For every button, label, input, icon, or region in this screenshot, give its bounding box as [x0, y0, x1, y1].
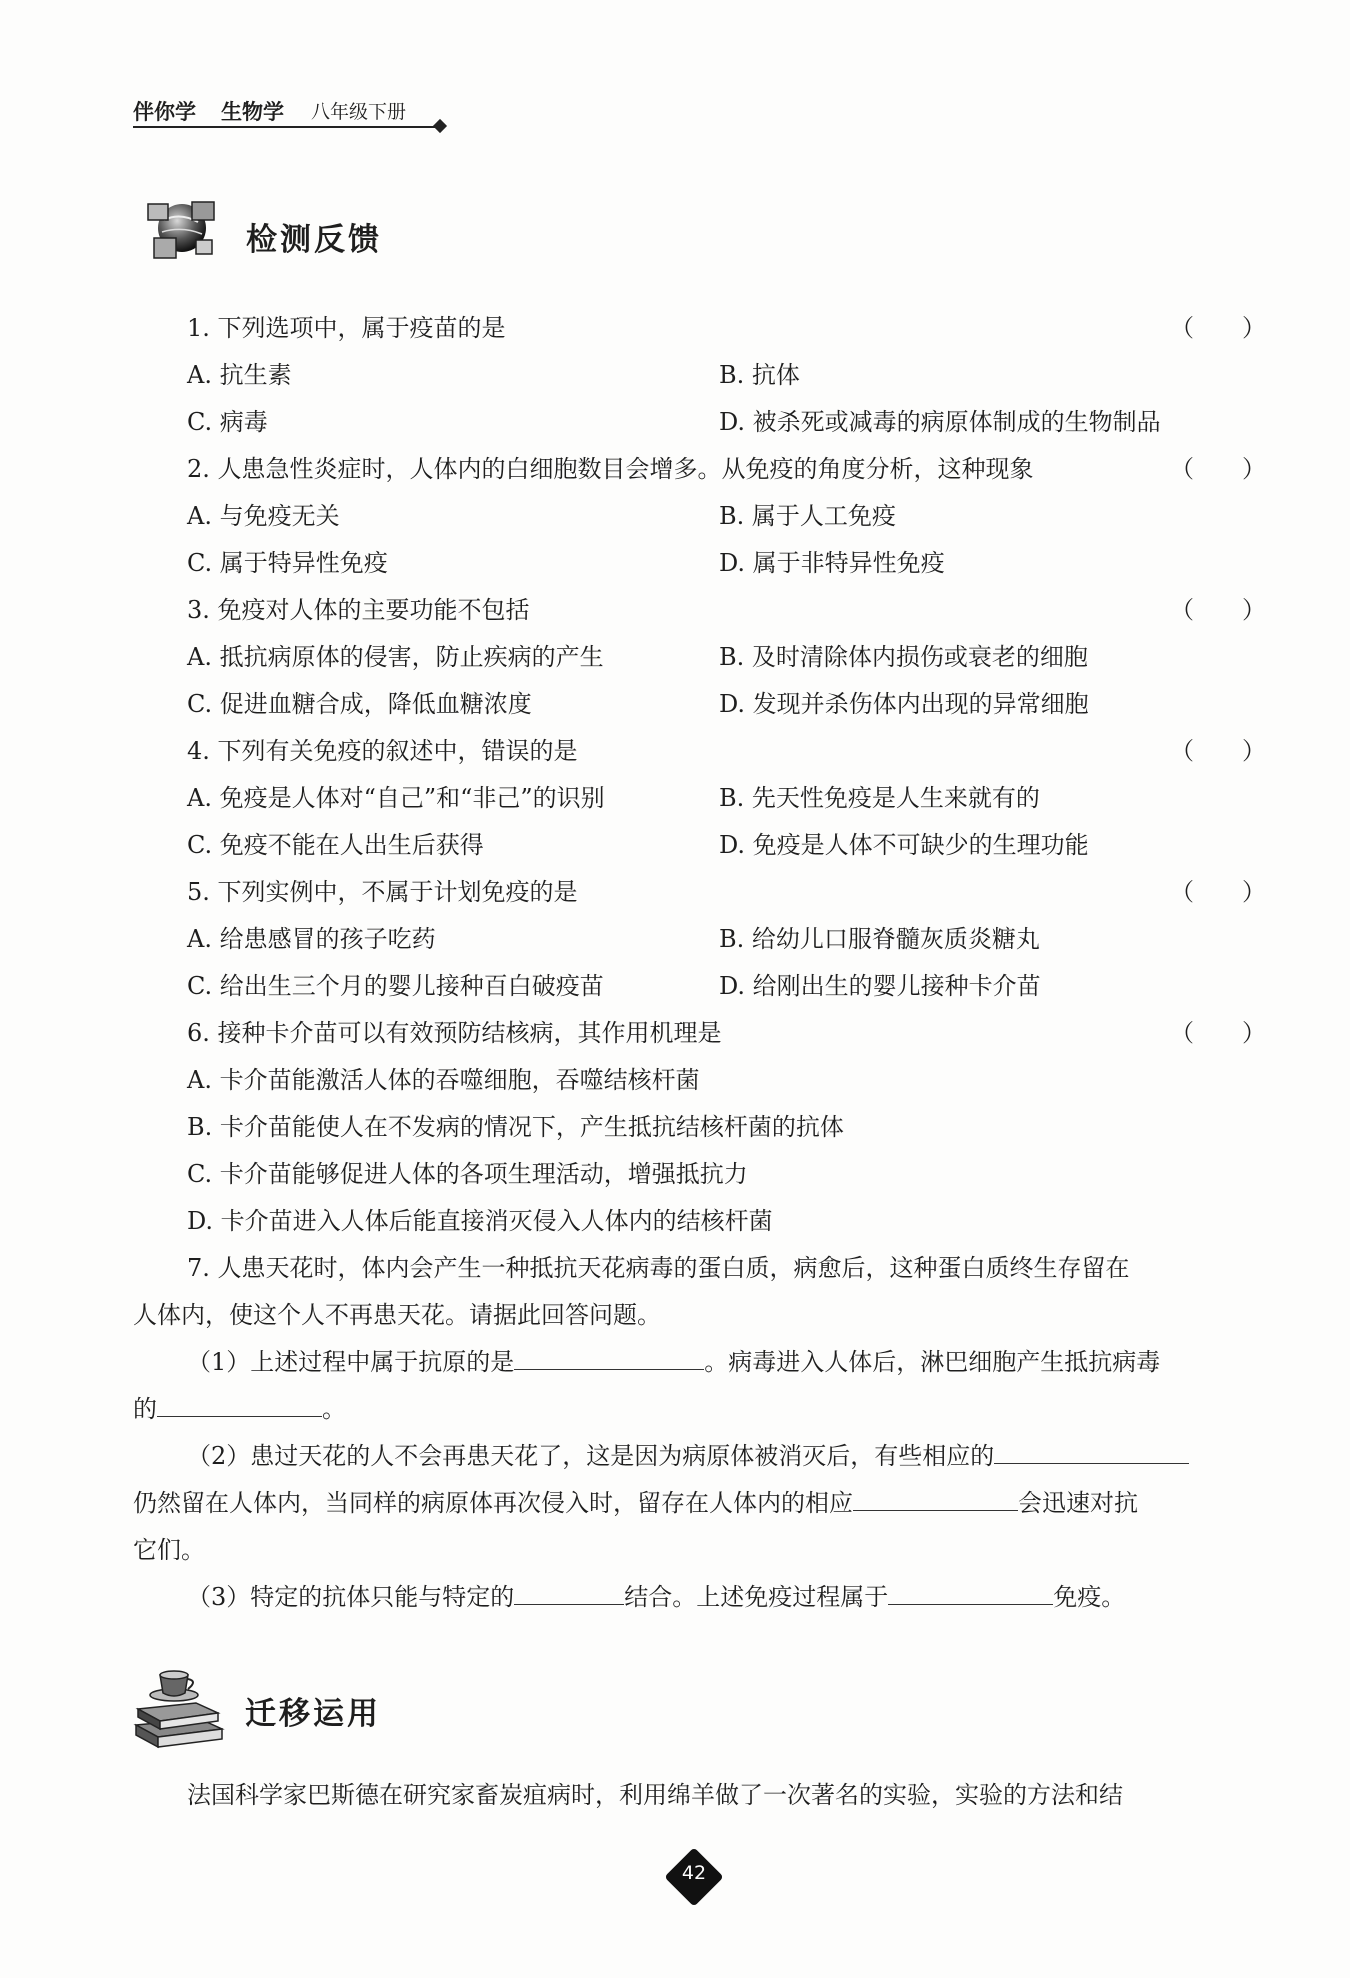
option-a: A. 抵抗病原体的侵害，防止疾病的产生: [187, 643, 604, 671]
answer-bracket[interactable]: （ ）: [1170, 737, 1266, 765]
answer-bracket[interactable]: （ ）: [1170, 596, 1266, 624]
question-7-part2-line1: [187, 1441, 1189, 1471]
section-heading-feedback: [140, 192, 440, 272]
header-diamond: [433, 119, 447, 133]
option-d: D. 免疫是人体不可缺少的生理功能: [719, 831, 1089, 859]
section-heading-transfer: [130, 1655, 430, 1755]
option-d: D. 给刚出生的婴儿接种卡介苗: [719, 972, 1041, 1000]
option-c: C. 属于特异性免疫: [187, 549, 388, 577]
answer-bracket[interactable]: （ ）: [1170, 1019, 1266, 1047]
answer-bracket[interactable]: （ ）: [1170, 314, 1266, 342]
question-1-stem: 1. 下列选项中，属于疫苗的是: [187, 314, 506, 342]
section-title: 迁移运用: [245, 1696, 381, 1732]
part-text: 。: [322, 1395, 346, 1423]
part-text: 。病毒进入人体后，淋巴细胞产生抵抗病毒: [704, 1348, 1161, 1376]
section-title: 检测反馈: [246, 222, 382, 258]
page-number-badge: [669, 1852, 719, 1902]
series-name: 伴你学: [133, 100, 196, 124]
option-a: A. 卡介苗能激活人体的吞噬细胞，吞噬结核杆菌: [187, 1066, 700, 1094]
fill-blank[interactable]: [994, 1441, 1189, 1464]
subject-name: 生物学: [221, 100, 284, 124]
part-text: 免疫。: [1053, 1583, 1126, 1611]
part-text: （3）特定的抗体只能与特定的: [187, 1583, 515, 1611]
question-7-stem-line2: 人体内，使这个人不再患天花。请据此回答问题。: [133, 1301, 661, 1329]
question-7-part2-line2: [133, 1488, 1138, 1518]
part-text: （2）患过天花的人不会再患天花了，这是因为病原体被消灭后，有些相应的: [187, 1442, 995, 1470]
option-b: B. 及时清除体内损伤或衰老的细胞: [719, 643, 1088, 671]
fill-blank[interactable]: [514, 1347, 704, 1370]
transfer-text: 法国科学家巴斯德在研究家畜炭疽病时，利用绵羊做了一次著名的实验，实验的方法和结: [187, 1781, 1123, 1809]
option-a: A. 免疫是人体对“自己”和“非己”的识别: [187, 784, 605, 812]
option-a: A. 与免疫无关: [187, 502, 340, 530]
option-c: C. 给出生三个月的婴儿接种百白破疫苗: [187, 972, 604, 1000]
option-d: D. 被杀死或减毒的病原体制成的生物制品: [719, 408, 1161, 436]
option-b: B. 属于人工免疫: [719, 502, 896, 530]
books-teacup-icon: [130, 1655, 230, 1755]
question-5-stem: 5. 下列实例中，不属于计划免疫的是: [187, 878, 578, 906]
fill-blank[interactable]: [157, 1394, 322, 1417]
option-d: D. 发现并杀伤体内出现的异常细胞: [719, 690, 1089, 718]
fill-blank[interactable]: [853, 1488, 1018, 1511]
option-c: C. 免疫不能在人出生后获得: [187, 831, 484, 859]
page-number: 42: [681, 1862, 707, 1884]
fill-blank[interactable]: [514, 1582, 624, 1605]
option-c: C. 促进血糖合成，降低血糖浓度: [187, 690, 532, 718]
fill-blank[interactable]: [888, 1582, 1053, 1605]
header-rule: [133, 126, 441, 128]
question-7-part1-line1: [187, 1347, 1160, 1377]
option-d: D. 卡介苗进入人体后能直接消灭侵入人体内的结核杆菌: [187, 1207, 773, 1235]
option-b: B. 抗体: [719, 361, 800, 389]
part-text: 结合。上述免疫过程属于: [624, 1583, 889, 1611]
part-text: 会迅速对抗: [1018, 1489, 1138, 1517]
question-2-stem: 2. 人患急性炎症时，人体内的白细胞数目会增多。从免疫的角度分析，这种现象: [187, 455, 1034, 483]
grade-name: 八年级下册: [311, 101, 407, 123]
option-b: B. 给幼儿口服脊髓灰质炎糖丸: [719, 925, 1040, 953]
question-7-part1-line2: [133, 1394, 346, 1424]
question-3-stem: 3. 免疫对人体的主要功能不包括: [187, 596, 530, 624]
option-b: B. 先天性免疫是人生来就有的: [719, 784, 1040, 812]
part-text: 的: [133, 1395, 157, 1423]
question-7-part3: [187, 1582, 1125, 1612]
option-d: D. 属于非特异性免疫: [719, 549, 945, 577]
page-header: [133, 96, 448, 126]
option-c: C. 病毒: [187, 408, 268, 436]
question-7-stem-line1: 7. 人患天花时，体内会产生一种抵抗天花病毒的蛋白质，病愈后，这种蛋白质终生存留在: [187, 1254, 1130, 1282]
question-7-part2-line3: 它们。: [133, 1536, 205, 1564]
part-text: （1）上述过程中属于抗原的是: [187, 1348, 515, 1376]
question-6-stem: 6. 接种卡介苗可以有效预防结核病，其作用机理是: [187, 1019, 722, 1047]
question-4-stem: 4. 下列有关免疫的叙述中，错误的是: [187, 737, 578, 765]
option-b: B. 卡介苗能使人在不发病的情况下，产生抵抗结核杆菌的抗体: [187, 1113, 844, 1141]
answer-bracket[interactable]: （ ）: [1170, 878, 1266, 906]
globe-blocks-icon: [140, 192, 230, 272]
option-c: C. 卡介苗能够促进人体的各项生理活动，增强抵抗力: [187, 1160, 748, 1188]
part-text: 仍然留在人体内，当同样的病原体再次侵入时，留存在人体内的相应: [133, 1489, 853, 1517]
answer-bracket[interactable]: （ ）: [1170, 455, 1266, 483]
option-a: A. 抗生素: [187, 361, 292, 389]
option-a: A. 给患感冒的孩子吃药: [187, 925, 436, 953]
